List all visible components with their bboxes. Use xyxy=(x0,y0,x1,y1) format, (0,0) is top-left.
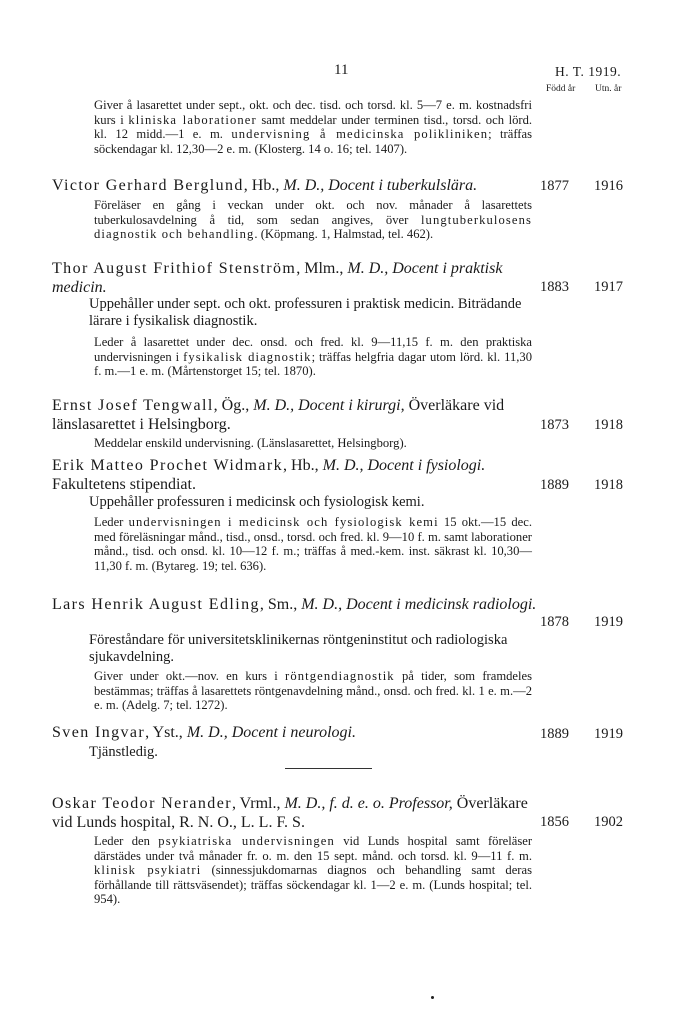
entry-name: Victor Gerhard Berglund, Hb., M. D., Docent i tuberkulslära. xyxy=(52,177,478,194)
appointed-year: 1918 xyxy=(594,417,623,433)
entry-name: Lars Henrik August Edling, Sm., M. D., Docent i medicinsk radiologi. xyxy=(52,596,537,613)
born-year: 1877 xyxy=(540,178,569,194)
entry-name: Erik Matteo Prochet Widmark, Hb., M. D., Docent i fysiologi. Fakultetens stipendiat. xyxy=(52,457,486,493)
running-header: H. T. 1919. xyxy=(555,64,622,79)
intro-paragraph: Giver å lasarettet under sept., okt. och dec. tisd. och torsd. kl. 5—7 e. m. kostnadsfri kurs i kliniska laborationer samt meddelar under terminen tisd., torsd. och lörd. kl. 12 midd.—1 e. m. undervisning å medicinska polikliniken; träffas söckendagar kl. 12,30—2 e. m. (Klosterg. 14 o. 16; tel. 1407). xyxy=(94,98,533,156)
appointed-year: 1919 xyxy=(594,614,623,630)
entry-role: Tjänstledig. xyxy=(89,744,158,760)
section-divider xyxy=(285,768,372,769)
entry-description: Meddelar enskild undervisning. (Länslasarettet, Helsingborg). xyxy=(94,436,407,450)
born-column-header: Född år xyxy=(546,84,576,94)
born-year: 1856 xyxy=(540,814,569,830)
born-year: 1883 xyxy=(540,279,569,295)
appointed-column-header: Utn. år xyxy=(595,84,622,94)
entry-description: Giver under okt.—nov. en kurs i röntgendiagnostik på tider, som framdeles bestämmas; träffas å lasarettets röntgenavdelning månd., onsd. och fred. kl. 1 e. m.—2 e. m. (Adelg. 7; tel. 1272). xyxy=(94,669,532,712)
entry-description: Leder å lasarettet under dec. onsd. och fred. kl. 9—11,15 f. m. den praktiska undervisningen i fysikalisk diagnostik; träffas helgfria dagar utom lörd. kl. 11,30 f. m.—1 e. m. (Mårtenstorget 15; tel. 1870). xyxy=(94,335,533,378)
page-number: 11 xyxy=(334,62,349,78)
born-year: 1878 xyxy=(540,614,569,630)
entry-description: Leder den psykiatriska undervisningen vid Lunds hospital samt föreläser därstädes under två månader fr. o. m. den 15 sept. månd. och torsd. kl. 9—11 f. m. klinisk psykiatri (sinnessjukdomarnas diagnos och behandling samt deras förhållande till rättsväsendet); träffas söckendagar kl. 1—2 e. m. (Lunds hospital; tel. 954). xyxy=(94,834,533,906)
appointed-year: 1916 xyxy=(594,178,623,194)
entry-role: Uppehåller under sept. och okt. professuren i praktisk medicin. Biträdande lärare i fysikalisk diagnostik. xyxy=(89,296,522,329)
born-year: 1873 xyxy=(540,417,569,433)
entry-name: Thor August Frithiof Stenström, Mlm., M. D., Docent i praktisk medicin. xyxy=(52,260,503,296)
born-year: 1889 xyxy=(540,726,569,742)
appointed-year: 1918 xyxy=(594,477,623,493)
entry-description: Leder undervisningen i medicinsk och fysiologisk kemi 15 okt.—15 dec. med föreläsningar månd., tisd., onsd., torsd. och fred. kl. 9—10 f. m. samt laborationer månd., tisd. och onsd. kl. 10—12 f. m.; träffas å med.-kem. inst. säkrast kl. 10,30—11,30 f. m. (Bytareg. 19; tel. 636). xyxy=(94,515,532,573)
appointed-year: 1917 xyxy=(594,279,623,295)
entry-description: Föreläser en gång i veckan under okt. och nov. månader å lasarettets tuberkulosavdelning å tid, som sedan angives, över lungtuberkulosens diagnostik och behandling. (Köpmang. 1, Halmstad, tel. 462). xyxy=(94,198,532,241)
appointed-year: 1902 xyxy=(594,814,623,830)
ink-speck xyxy=(431,996,434,999)
entry-role: Föreståndare för universitetsklinikernas röntgeninstitut och radiologiska sjukavdelning. xyxy=(89,632,508,665)
born-year: 1889 xyxy=(540,477,569,493)
entry-role: Uppehåller professuren i medicinsk och fysiologisk kemi. xyxy=(89,494,425,510)
entry-name: Oskar Teodor Nerander, Vrml., M. D., f. d. e. o. Professor, Överläkare vid Lunds hospital, R. N. O., L. L. F. S. xyxy=(52,795,528,831)
entry-name: Sven Ingvar, Yst., M. D., Docent i neurologi. xyxy=(52,724,356,741)
appointed-year: 1919 xyxy=(594,726,623,742)
entry-name: Ernst Josef Tengwall, Ög., M. D., Docent i kirurgi, Överläkare vid länslasarettet i Helsingborg. xyxy=(52,397,505,433)
